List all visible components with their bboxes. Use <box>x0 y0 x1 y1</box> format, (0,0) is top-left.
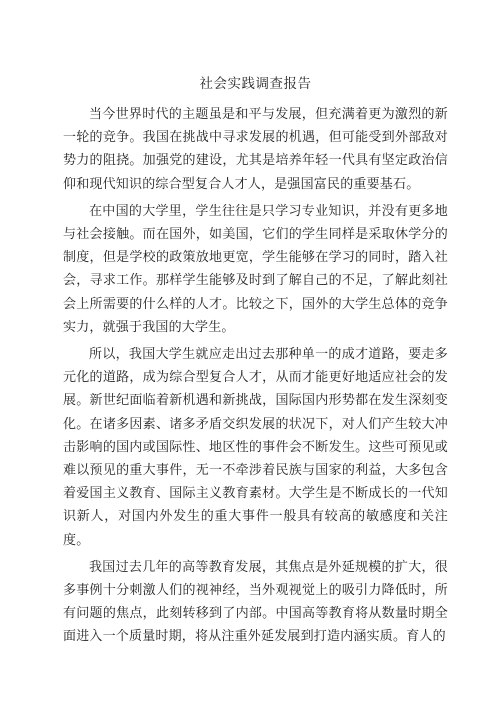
paragraph-3: 所以，我国大学生就应走出过去那种单一的成才道路，要走多元化的道路，成为综合型复合人才，从而才能更好地适应社会的发展。新世纪面临着新机遇和新挑战，国际国内形势都在发生深刻变化。在诸多因素、诸多矛盾交织发展的状况下，对人们产生较大冲击影响的国内或国际性、地区性的事件会不断发生。这些可预见或难以预见的重大事件，无一不牵涉着民族与国家的利益，大多包含着爱国主义教育、国际主义教育素材。大学生是不断成长的一代知识新人，对国内外发生的重大事件一般具有较高的敏感度和关注度。 <box>63 347 448 548</box>
document-title: 社会实践调查报告 <box>199 76 312 92</box>
paragraph-4: 我国过去几年的高等教育发展，其焦点是外延规模的扩大，很多事例十分刺激人们的视神经，当外观视觉上的吸引力降低时，所有问题的焦点，此刻转移到了内部。中国高等教育将从数量时期全面进入一个质量时期，将从注重外延发展到打造内涵实质。育人的 <box>63 559 448 645</box>
paragraph-1: 当今世界时代的主题虽是和平与发展，但充满着更为激烈的新一轮的竞争。我国在挑战中寻求发展的机遇，但可能受到外部敌对势力的阻挠。加强党的建设，尤其是培养年轻一代具有坚定政治信仰和现代知识的综合型复合人才人，是强国富民的重要基石。 <box>63 107 448 192</box>
paragraph-2: 在中国的大学里，学生往往是只学习专业知识，并没有更多地与社会接触。而在国外，如美国，它们的学生同样是采取休学分的制度，但是学校的政策放地更宽，学生能够在学习的同时，踏入社会，寻求工作。那样学生能够及时到了解自己的不足，了解此刻社会上所需要的什么样的人才。比较之下，国外的大学生总体的竞争实力，就强于我国的大学生。 <box>63 203 448 335</box>
